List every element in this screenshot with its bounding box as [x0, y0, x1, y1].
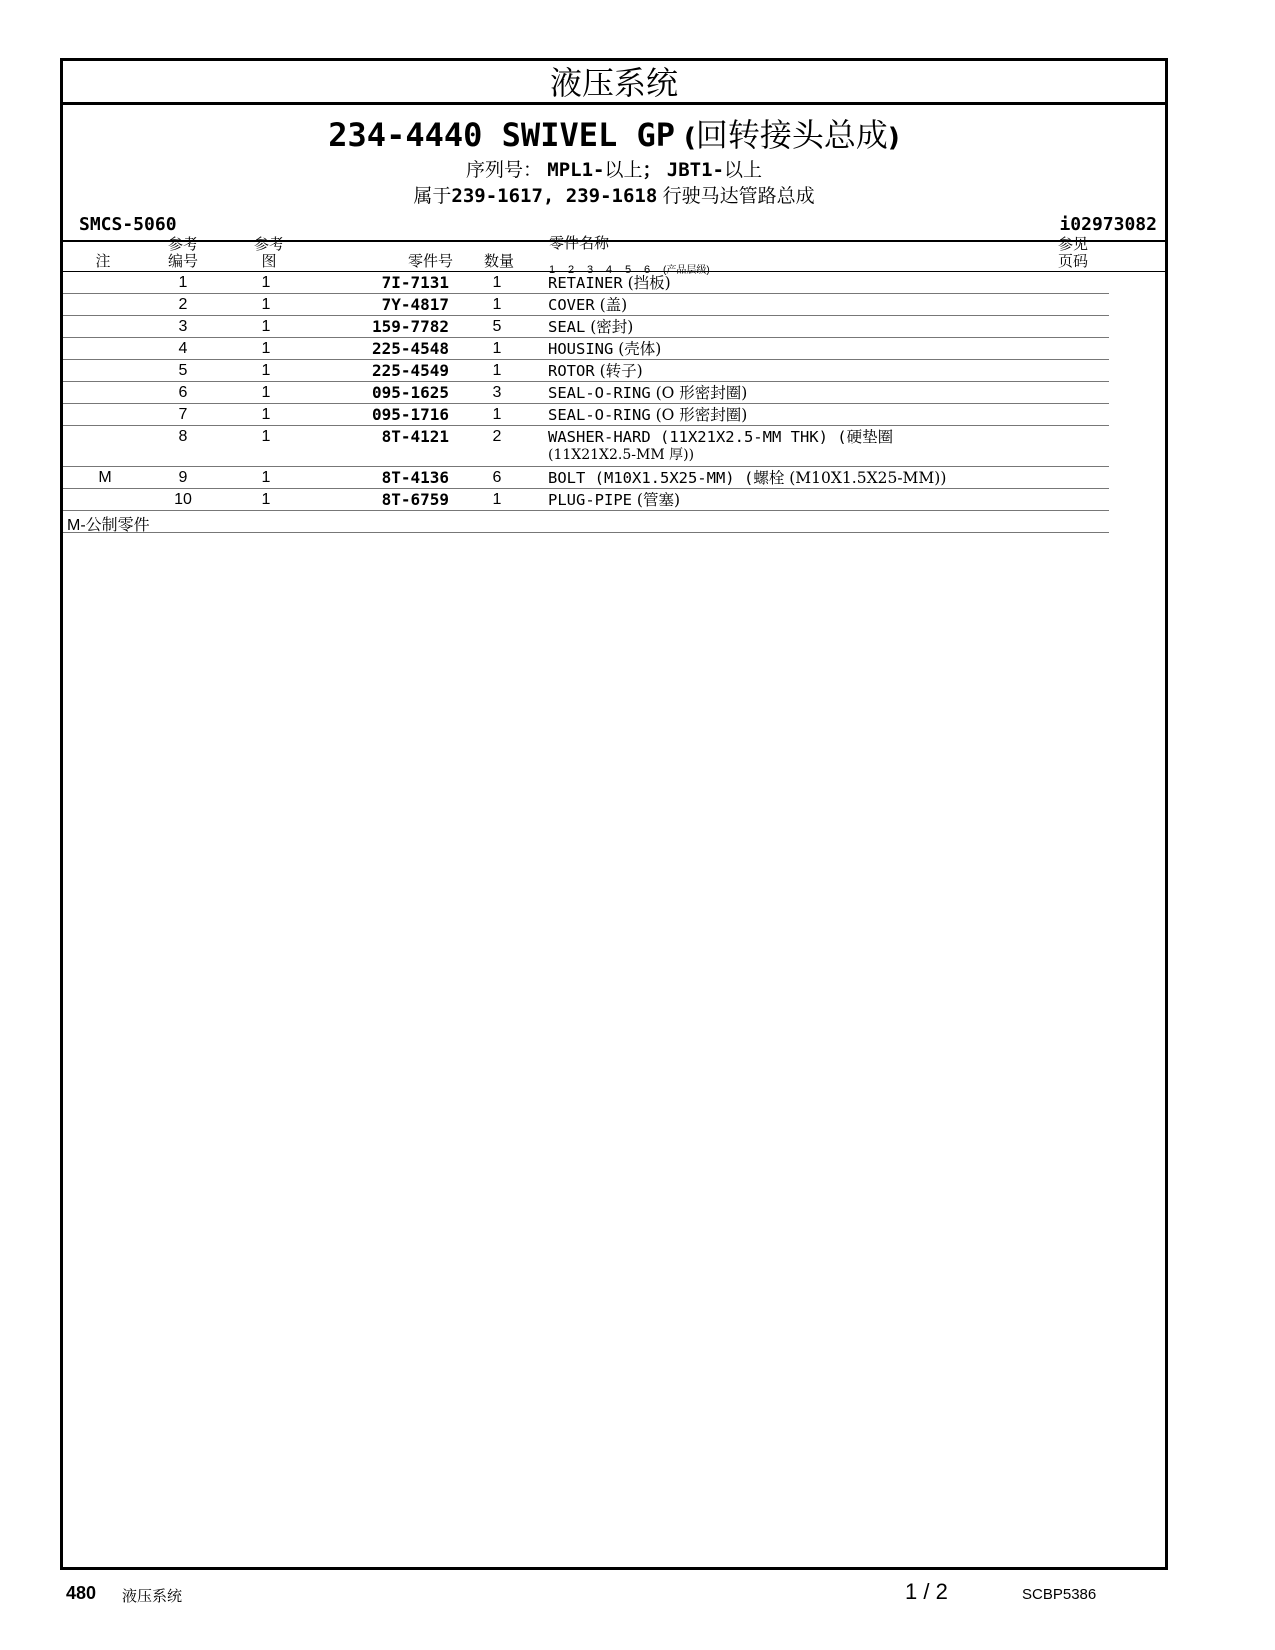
- row-part-name-cn: (挡板): [622, 274, 671, 292]
- row-part-name-cn: (盖): [594, 296, 628, 314]
- row-ref-fig: 1: [261, 340, 271, 357]
- row-part-name-en: ROTOR: [548, 362, 595, 380]
- row-qty: 2: [492, 428, 502, 445]
- footnote-rule: [63, 532, 1109, 533]
- row-part-name: [548, 384, 747, 402]
- serial-2-suffix: 以上: [724, 160, 763, 181]
- row-part-number: 8T-6759: [381, 490, 449, 509]
- part-of-line: [63, 183, 1165, 210]
- row-qty: 1: [492, 406, 502, 423]
- row-qty: 1: [492, 296, 502, 313]
- level-6: 6: [644, 264, 651, 276]
- row-part-number: 225-4548: [371, 339, 449, 358]
- level-note: (产品层级): [663, 265, 710, 276]
- row-ref-no: 8: [178, 428, 188, 445]
- part-of-suffix: 行驶马达管路总成: [657, 186, 815, 207]
- table-row: [63, 426, 1109, 467]
- assembly-title: [63, 115, 1165, 158]
- row-qty: 1: [492, 340, 502, 357]
- col-ref-no-line2: 编号: [167, 253, 198, 270]
- assembly-name-cn: 回转接头总成: [695, 116, 888, 154]
- table-row: [63, 467, 1109, 489]
- row-part-name-cn: (O 形密封圈): [650, 384, 748, 402]
- row-ref-fig: 1: [261, 428, 271, 445]
- page-number: 480: [66, 1583, 97, 1603]
- paren-open: (: [683, 123, 696, 153]
- row-ref-fig: 1: [261, 296, 271, 313]
- table-row: [63, 360, 1109, 382]
- row-part-name: [548, 406, 747, 424]
- row-part-number: 8T-4136: [381, 468, 449, 487]
- level-2: 2: [568, 264, 575, 276]
- row-part-number: 7Y-4817: [381, 295, 449, 314]
- row-note: M: [98, 469, 112, 486]
- table-row: [63, 338, 1109, 360]
- doc-code: SCBP5386: [1022, 1586, 1097, 1603]
- serial-label: 序列号：: [465, 160, 542, 181]
- level-3: 3: [587, 264, 594, 276]
- level-4: 4: [606, 264, 613, 276]
- row-ref-fig: 1: [261, 384, 271, 401]
- row-part-number: 7I-7131: [381, 273, 449, 292]
- row-part-name-en: PLUG-PIPE: [548, 491, 632, 509]
- level-1: 1: [549, 264, 556, 276]
- row-part-name-cn: (O 形密封圈): [650, 406, 748, 424]
- row-part-name: [548, 362, 643, 380]
- row-part-name-en: BOLT (M10X1.5X25-MM) (: [548, 469, 754, 487]
- col-ref-no: [163, 236, 203, 270]
- serial-line: [63, 157, 1165, 184]
- col-part-name: 零件名称: [549, 235, 610, 252]
- row-ref-no: 1: [178, 274, 188, 291]
- col-ref-fig-line2: 图: [261, 253, 277, 270]
- row-part-name-en: COVER: [548, 296, 595, 314]
- section-title: 液压系统: [63, 61, 1165, 105]
- row-part-number: 225-4549: [371, 361, 449, 380]
- row-part-name: [548, 469, 946, 487]
- row-ref-fig: 1: [261, 362, 271, 379]
- table-row: [63, 272, 1109, 294]
- row-ref-no: 2: [178, 296, 188, 313]
- row-ref-no: 9: [178, 469, 188, 486]
- serial-1: MPL1-: [547, 159, 605, 181]
- page-of: 1 / 2: [905, 1579, 948, 1604]
- table-row: [63, 404, 1109, 426]
- row-part-name: [548, 340, 661, 358]
- col-part-number: 零件号: [407, 253, 453, 270]
- assembly-number: 234-4440 SWIVEL GP: [328, 116, 676, 154]
- table-row: [63, 382, 1109, 404]
- col-see-page-line2: 页码: [1057, 253, 1088, 270]
- col-note: 注: [95, 253, 111, 270]
- row-qty: 6: [492, 469, 502, 486]
- header-rule: [63, 240, 1165, 242]
- table-row: [63, 489, 1109, 511]
- level-5: 5: [625, 264, 632, 276]
- row-ref-fig: 1: [261, 274, 271, 291]
- row-part-name-cn: 螺栓 (M10X1.5X25-MM)): [753, 469, 947, 487]
- row-ref-no: 4: [178, 340, 188, 357]
- part-of-prefix: 属于: [413, 186, 452, 207]
- row-qty: 3: [492, 384, 502, 401]
- row-ref-fig: 1: [261, 491, 271, 508]
- row-part-name-cn: 硬垫圈: [846, 428, 894, 446]
- row-ref-no: 3: [178, 318, 188, 335]
- row-qty: 1: [492, 491, 502, 508]
- table-row: [63, 316, 1109, 338]
- row-qty: 1: [492, 274, 502, 291]
- row-ref-no: 6: [178, 384, 188, 401]
- row-part-name-cn: (壳体): [613, 340, 662, 358]
- row-ref-no: 7: [178, 406, 188, 423]
- row-part-name-cn: (密封): [585, 318, 634, 336]
- row-qty: 5: [492, 318, 502, 335]
- row-part-name-en: WASHER-HARD (11X21X2.5-MM THK) (: [548, 428, 847, 446]
- row-ref-no: 5: [178, 362, 188, 379]
- part-of-numbers: 239-1617, 239-1618: [451, 185, 658, 207]
- serial-sep: ；: [642, 159, 662, 181]
- row-part-name-en: SEAL-O-RING: [548, 406, 651, 424]
- col-ref-fig-line1: 参考: [253, 236, 284, 253]
- row-part-name-en: SEAL-O-RING: [548, 384, 651, 402]
- row-part-name-en: RETAINER: [548, 274, 623, 292]
- row-part-name: [548, 274, 671, 292]
- page-frame: [60, 58, 1168, 1570]
- row-part-name: [548, 428, 893, 446]
- col-ref-no-line1: 参考: [167, 236, 198, 253]
- row-part-number: 159-7782: [371, 317, 449, 336]
- table-row: [63, 294, 1109, 316]
- row-part-name: [548, 318, 633, 336]
- col-ref-fig: [249, 236, 289, 270]
- row-part-number: 8T-4121: [381, 427, 449, 446]
- row-ref-no: 10: [174, 491, 192, 508]
- col-see-page-line1: 参见: [1057, 236, 1088, 253]
- row-ref-fig: 1: [261, 469, 271, 486]
- col-see-page: [1053, 236, 1093, 270]
- illustration-id: i02973082: [1059, 214, 1157, 235]
- row-part-name: [548, 296, 627, 314]
- row-ref-fig: 1: [261, 318, 271, 335]
- serial-2: JBT1-: [666, 159, 724, 181]
- row-part-name-cn: (管塞): [632, 491, 681, 509]
- row-part-name-cont: (11X21X2.5-MM 厚)): [548, 447, 695, 463]
- row-part-number: 095-1625: [371, 383, 449, 402]
- paren-close: ): [887, 123, 900, 153]
- col-qty: 数量: [483, 253, 514, 270]
- smcs-code: SMCS-5060: [79, 214, 177, 235]
- row-part-name: [548, 491, 680, 509]
- row-part-name-cn: (转子): [594, 362, 643, 380]
- serial-1-suffix: 以上: [604, 160, 643, 181]
- row-ref-fig: 1: [261, 406, 271, 423]
- footnote-metric: M-公制零件: [67, 517, 150, 534]
- row-part-number: 095-1716: [371, 405, 449, 424]
- footer-section: 液压系统: [122, 1587, 183, 1605]
- row-part-name-en: SEAL: [548, 318, 586, 336]
- row-part-name-en: HOUSING: [548, 340, 614, 358]
- row-qty: 1: [492, 362, 502, 379]
